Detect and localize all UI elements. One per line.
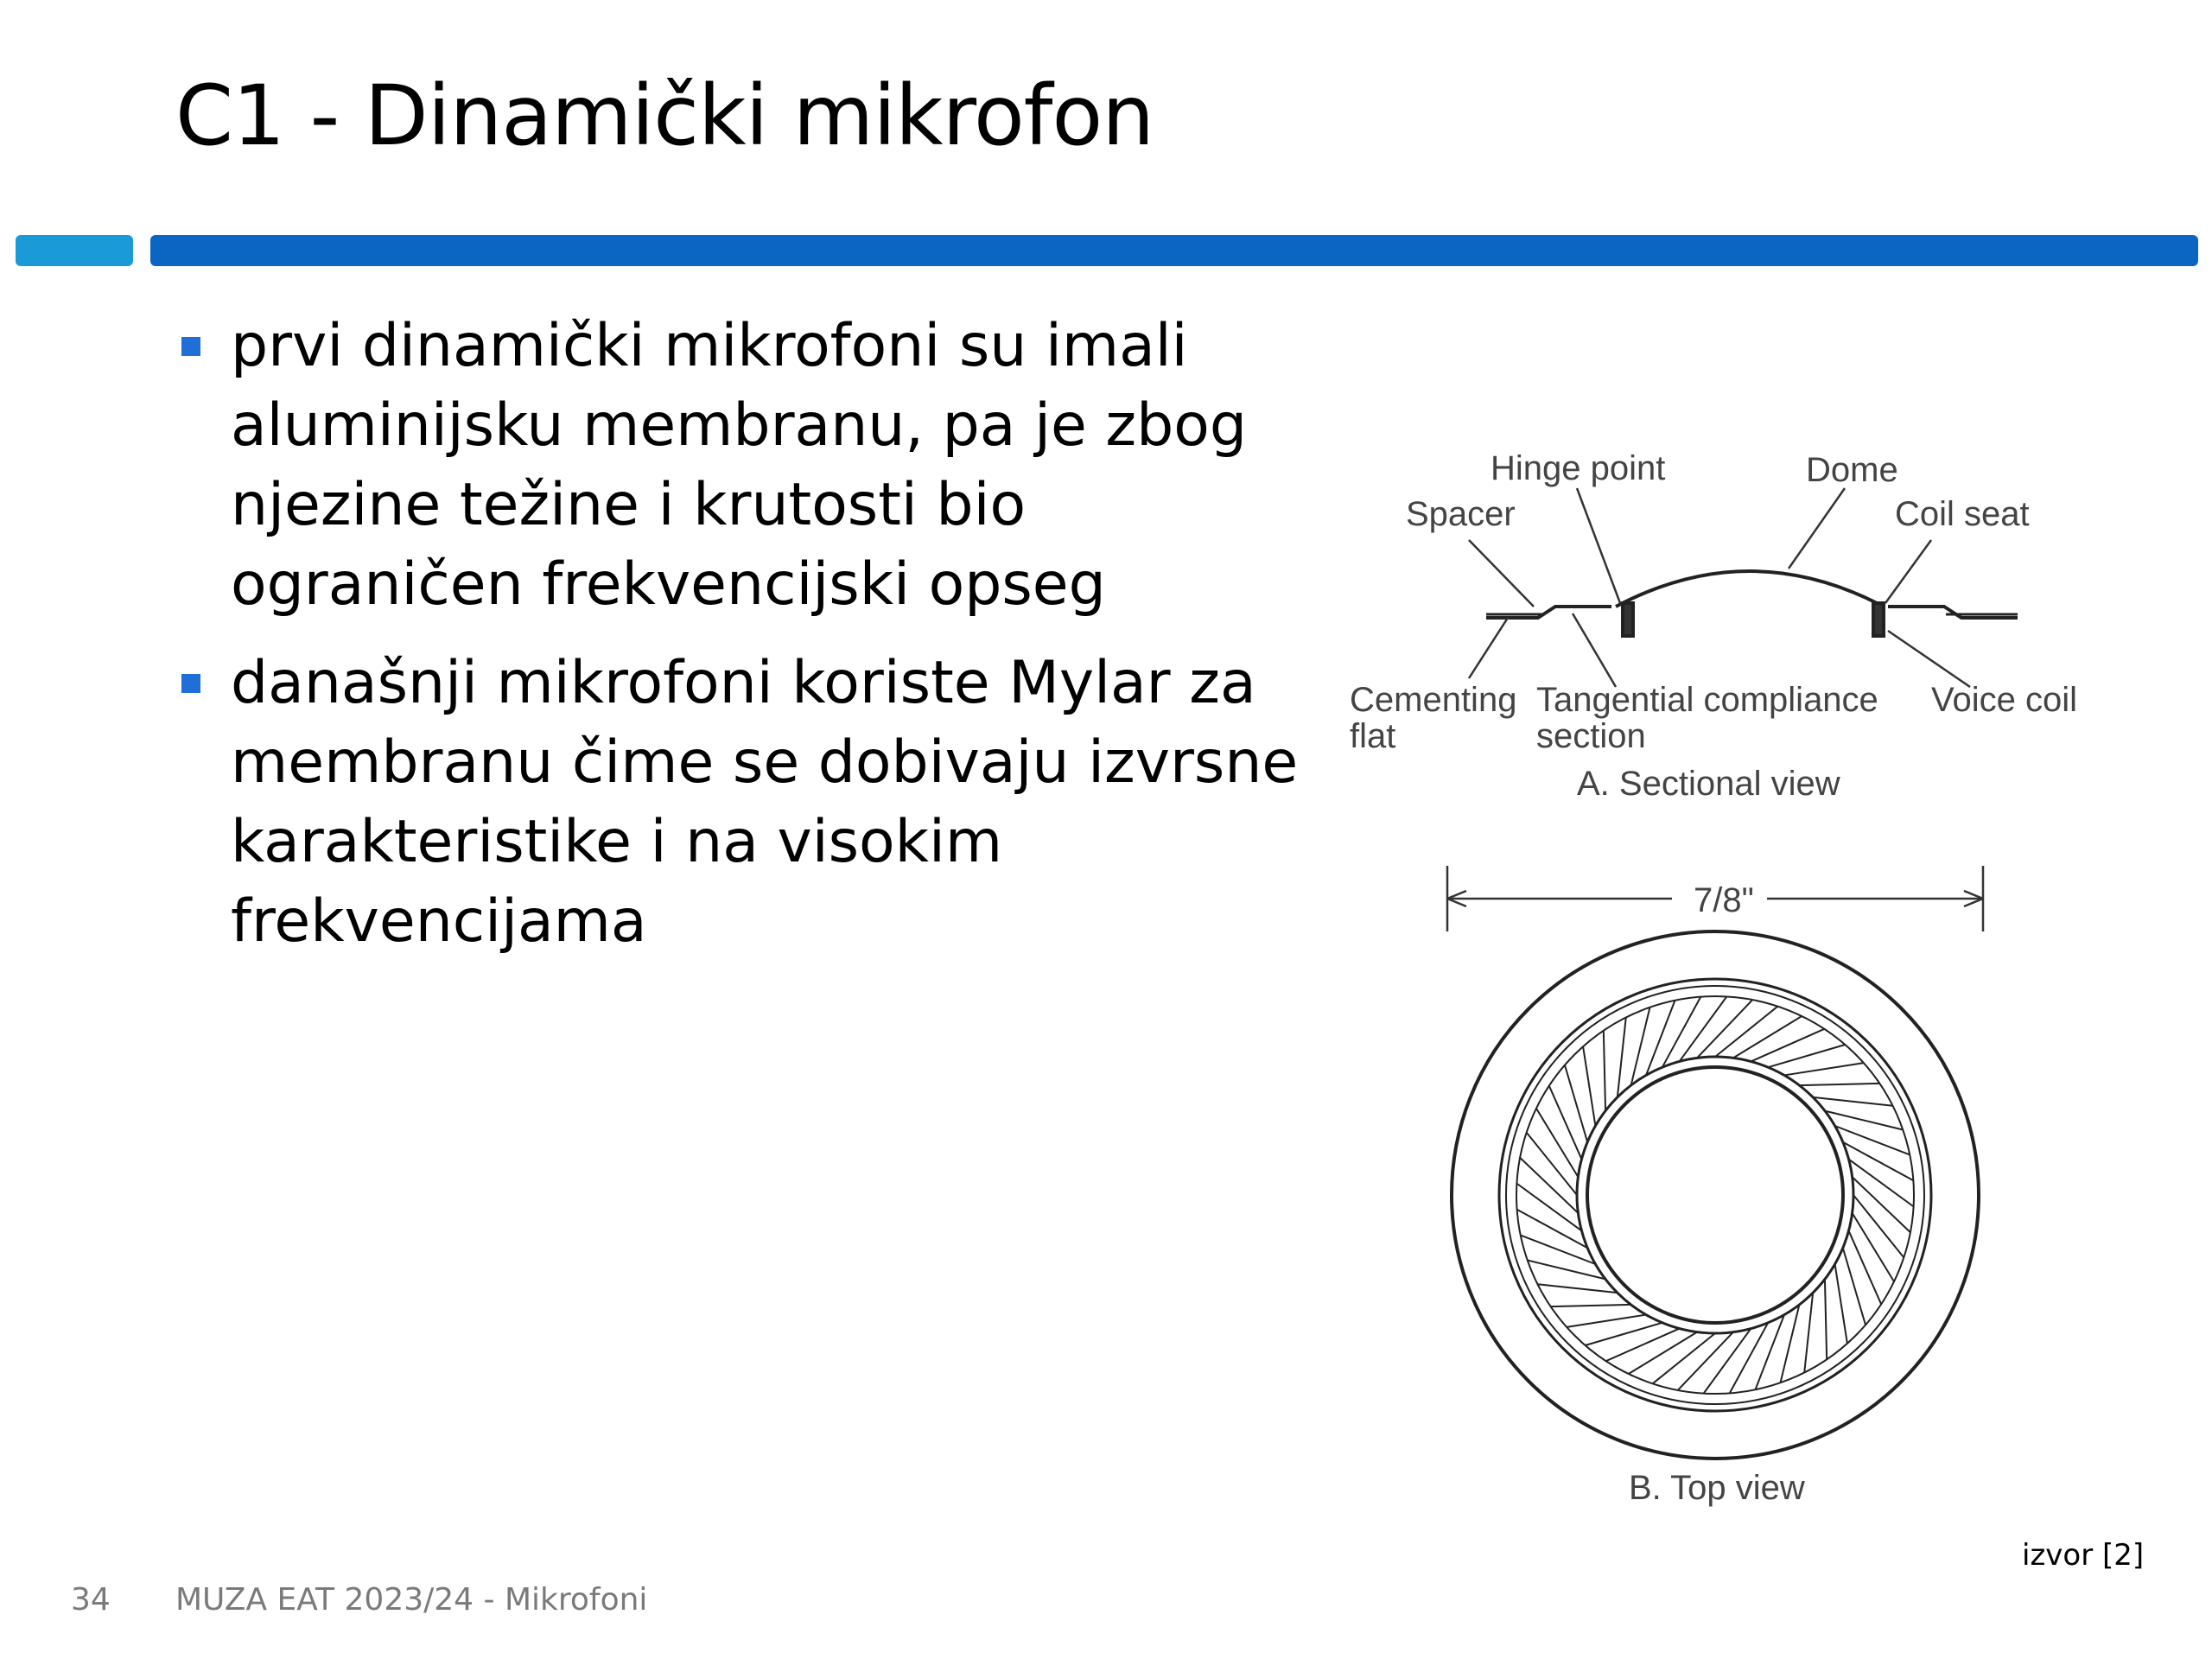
rib-line	[1835, 1264, 1847, 1344]
footer-text: MUZA EAT 2023/24 - Mikrofoni	[175, 1582, 648, 1618]
rib-line	[1606, 1329, 1680, 1362]
rib-line	[1662, 997, 1701, 1068]
page-number: 34	[71, 1582, 111, 1618]
spacer-label: Spacer	[1406, 495, 1516, 533]
section-label: section	[1536, 717, 1646, 755]
left-voice-coil	[1623, 603, 1633, 636]
rib-line	[1813, 1097, 1892, 1106]
rib-line	[1843, 1142, 1914, 1181]
title-rule-long	[150, 235, 2198, 266]
coil-seat-label: Coil seat	[1895, 495, 2030, 533]
sectional-view	[1486, 571, 2018, 636]
rib-line	[1730, 1323, 1769, 1394]
rib-line	[1567, 1315, 1646, 1327]
rib-line	[1799, 1084, 1879, 1085]
cementing-label: Cementing	[1350, 681, 1517, 719]
rib-line	[1853, 1213, 1894, 1281]
tangential-ribs	[1516, 996, 1913, 1393]
rib-line	[1549, 1086, 1582, 1160]
slide-title: C1 - Dinamički mikrofon	[175, 67, 1154, 164]
right-flange	[1888, 607, 2018, 618]
tangential-label: Tangential compliance	[1536, 681, 1878, 719]
source-citation: izvor [2]	[2022, 1538, 2145, 1573]
microphone-diaphragm-figure	[1331, 423, 2108, 1529]
dimension-label: 7/8"	[1694, 881, 1754, 919]
rib-line	[1537, 1284, 1617, 1293]
square-bullet-icon	[181, 337, 200, 356]
bullet-text: današnji mikrofoni koriste Mylar za membranu čime se dobivaju izvrsne karakteristike i na visokim frekvencijama	[231, 649, 1299, 956]
rib-line	[1751, 1029, 1824, 1062]
rib-line	[1825, 1279, 1827, 1359]
top-view	[1452, 931, 1979, 1459]
square-bullet-icon	[181, 674, 200, 693]
dome-curve	[1616, 571, 1884, 607]
top-view-caption: B. Top view	[1629, 1469, 1805, 1507]
sectional-view-caption: A. Sectional view	[1577, 765, 1840, 803]
rib-line	[1629, 1332, 1697, 1374]
dome-label: Dome	[1806, 451, 1898, 489]
voice-coil-label: Voice coil	[1931, 681, 2077, 719]
bullet-item	[177, 644, 1318, 962]
bullet-item	[177, 307, 1318, 625]
rib-line	[1618, 1017, 1626, 1096]
rib-line	[1536, 1109, 1578, 1177]
rib-line	[1604, 1031, 1605, 1111]
diaphragm-diagram	[1331, 423, 2108, 1529]
rib-line	[1583, 1046, 1595, 1126]
left-flange	[1486, 607, 1611, 618]
right-voice-coil	[1873, 603, 1884, 636]
rib-line	[1784, 1063, 1864, 1075]
rib-line	[1733, 1016, 1802, 1058]
rib-line	[1804, 1293, 1813, 1372]
bullet-list	[177, 307, 1318, 981]
flat-label: flat	[1350, 717, 1396, 755]
rib-line	[1551, 1305, 1631, 1306]
rib-line	[1849, 1230, 1882, 1304]
rib-line	[1517, 1210, 1588, 1249]
hinge-point-label: Hinge point	[1491, 449, 1666, 487]
bullet-text: prvi dinamički mikrofoni su imali aluminijsku membranu, pa je zbog njezine težine i krutosti bio ograničen frekvencijski opseg	[231, 312, 1248, 619]
title-rule-short	[16, 235, 133, 266]
